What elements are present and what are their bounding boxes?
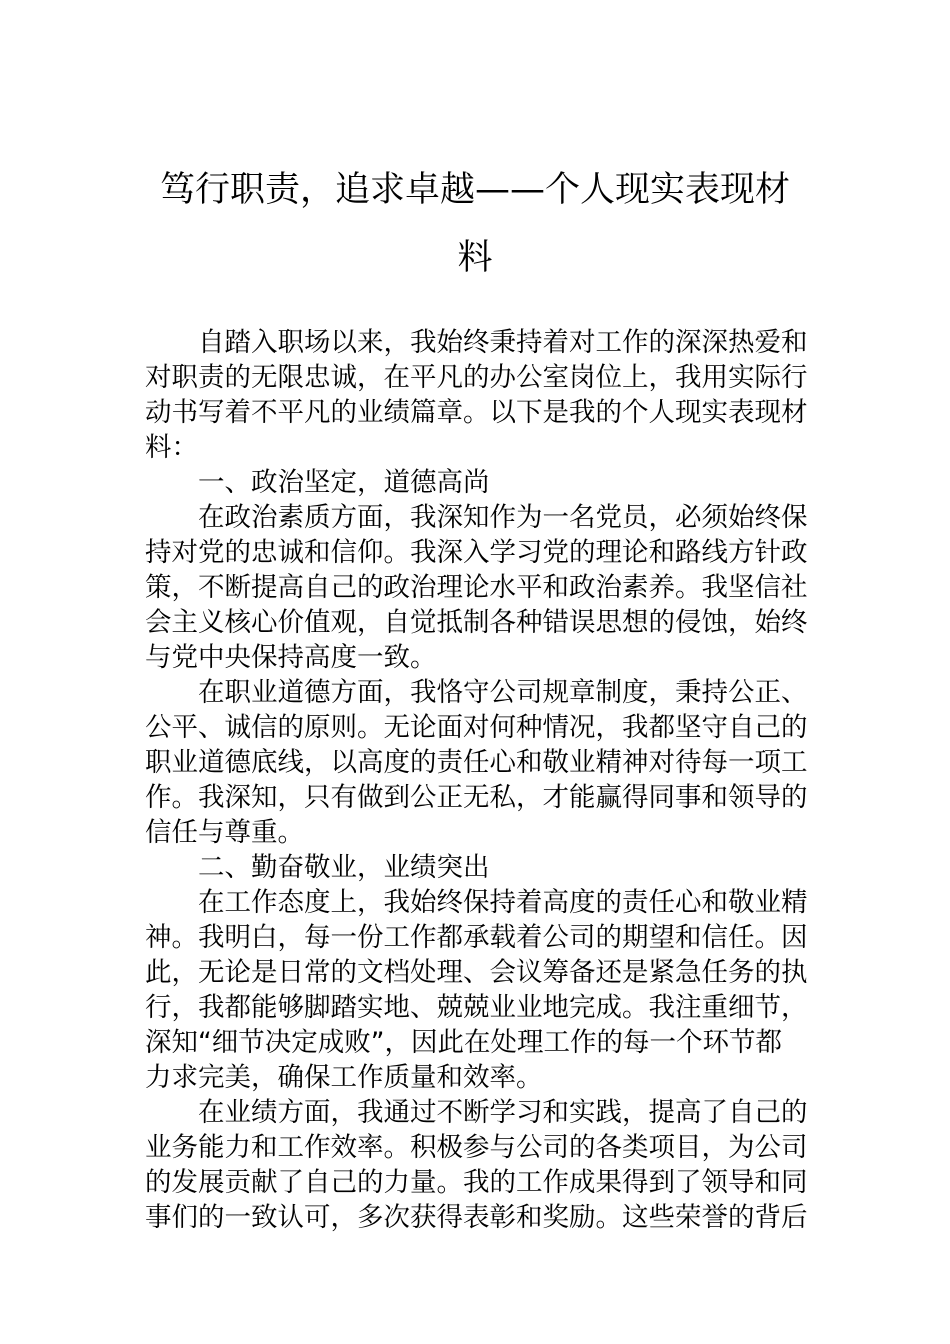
body-line: 自踏入职场以来，我始终秉持着对工作的深深热爱和 bbox=[145, 327, 808, 358]
body-line: 与党中央保持高度一致。 bbox=[145, 642, 437, 673]
body-line: 业务能力和工作效率。积极参与公司的各类项目，为公司 bbox=[145, 1132, 808, 1163]
body-line: 神。我明白，每一份工作都承载着公司的期望和信任。因 bbox=[145, 922, 808, 953]
body-line: 对职责的无限忠诚，在平凡的办公室岗位上，我用实际行 bbox=[145, 362, 808, 393]
body-line: 在政治素质方面，我深知作为一名党员，必须始终保 bbox=[145, 502, 808, 533]
body-line: 动书写着不平凡的业绩篇章。以下是我的个人现实表现材 bbox=[145, 397, 808, 428]
body-line: 深知“细节决定成败”，因此在处理工作的每一个环节都 bbox=[145, 1027, 782, 1058]
body-line: 作。我深知，只有做到公正无私，才能赢得同事和领导的 bbox=[145, 782, 808, 813]
body-line: 力求完美，确保工作质量和效率。 bbox=[145, 1062, 543, 1093]
section-heading: 二、勤奋敬业，业绩突出 bbox=[145, 852, 490, 883]
body-line: 公平、诚信的原则。无论面对何种情况，我都坚守自己的 bbox=[145, 712, 808, 743]
body-line: 此，无论是日常的文档处理、会议筹备还是紧急任务的执 bbox=[145, 957, 808, 988]
body-line: 行，我都能够脚踏实地、兢兢业业地完成。我注重细节， bbox=[145, 992, 808, 1023]
body-line: 料： bbox=[145, 432, 198, 463]
document-title-line-2: 料 bbox=[457, 238, 493, 278]
body-line: 信任与尊重。 bbox=[145, 817, 304, 848]
body-line: 的发展贡献了自己的力量。我的工作成果得到了领导和同 bbox=[145, 1167, 808, 1198]
document-title-line-1: 笃行职责，追求卓越——个人现实表现材 bbox=[159, 170, 790, 210]
body-line: 在职业道德方面，我恪守公司规章制度，秉持公正、 bbox=[145, 677, 808, 708]
body-line: 在工作态度上，我始终保持着高度的责任心和敬业精 bbox=[145, 887, 808, 918]
section-heading: 一、政治坚定，道德高尚 bbox=[145, 467, 490, 498]
body-line: 策，不断提高自己的政治理论水平和政治素养。我坚信社 bbox=[145, 572, 808, 603]
body-line: 在业绩方面，我通过不断学习和实践，提高了自己的 bbox=[145, 1097, 808, 1128]
body-line: 职业道德底线，以高度的责任心和敬业精神对待每一项工 bbox=[145, 747, 808, 778]
body-line: 会主义核心价值观，自觉抵制各种错误思想的侵蚀，始终 bbox=[145, 607, 808, 638]
body-line: 持对党的忠诚和信仰。我深入学习党的理论和路线方针政 bbox=[145, 537, 808, 568]
body-line: 事们的一致认可，多次获得表彰和奖励。这些荣誉的背后 bbox=[145, 1202, 808, 1233]
